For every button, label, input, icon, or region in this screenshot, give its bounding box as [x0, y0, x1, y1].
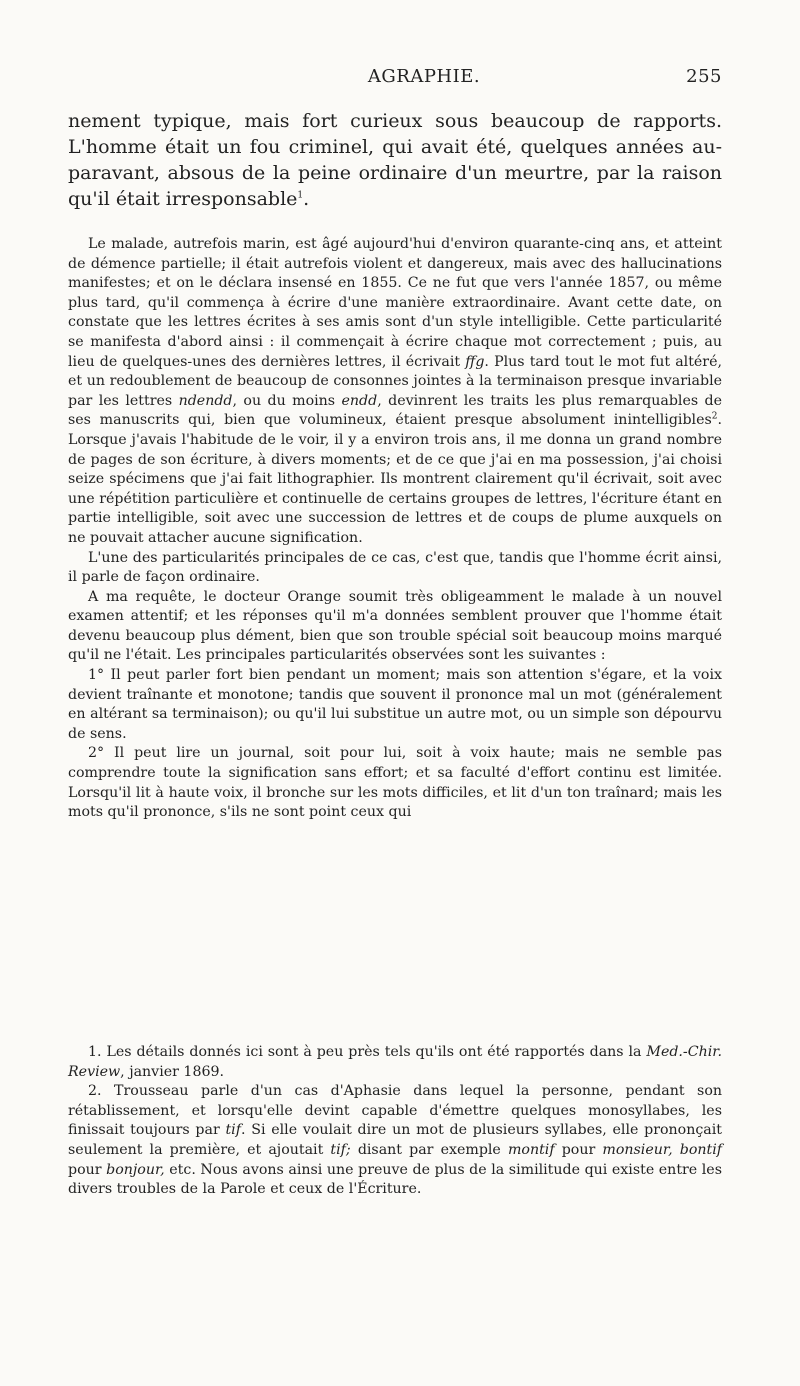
- footnotes: [68, 1043, 722, 1200]
- example-endd: endd: [341, 392, 378, 409]
- footnote-2: 2. Trousseau parle d'un cas d'Aphasie dans lequel la personne, pendant son rétablissement, et lorsqu'elle devint capable d'émettre quelques monosyllabes, les finissait toujours par tif. Si elle voulait dire un mot de plusieurs syllabes, elle prononçait seulement la première, et ajoutait tif; disant par exemple montif pour monsieur, bontif pour bonjour, etc. Nous avons ainsi une preuve de plus de la similitude qui existe entre les divers troubles de la Parole et ceux de l'Écriture.: [68, 1083, 722, 1198]
- paragraph-point-2: 2° Il peut lire un journal, soit pour lui, soit à voix haute; mais ne semble pas comprendre toute la signification sans effort; et sa faculté d'effort continu est limitée. Lorsqu'il lit à haute voix, il bronche sur les mots difficiles, et lit d'un ton traînard; mais les mots qu'il prononce, s'ils ne sont point ceux qui: [68, 745, 722, 821]
- footnote-1: 1. Les détails donnés ici sont à peu près tels qu'ils ont été rapportés dans la Med.-Chir. Review, janvier 1869.: [68, 1044, 722, 1080]
- footnote-ref-2[interactable]: 2: [711, 411, 718, 422]
- continuation-paragraph: [68, 108, 722, 212]
- paragraph-point-1: 1° Il peut parler fort bien pendant un moment; mais son attention s'égare, et la voix devient traînante et monotone; tandis que souvent il prononce mal un mot (généralement en altérant sa terminaison); ou qu'il lui substitue un autre mot, ou un simple son dépourvu de sens.: [68, 667, 722, 742]
- footnote-ref-1[interactable]: 1: [297, 190, 304, 201]
- continuation-end: .: [303, 188, 310, 210]
- example-ndendd: ndendd: [178, 392, 233, 409]
- body-text: [68, 235, 722, 823]
- continuation-text: nement typique, mais fort curieux sous beaucoup de rapports. L'homme était un fou criminel, qui avait été, quelques années au-paravant, absous de la peine ordinaire d'un meurtre, par la raison qu'il était irresponsable: [68, 110, 722, 210]
- running-title: AGRAPHIE.: [367, 66, 481, 87]
- page-number: 255: [686, 66, 722, 87]
- paragraph-speech: L'une des particularités principales de ce cas, c'est que, tandis que l'homme écrit ainsi, il parle de façon ordinaire.: [68, 549, 722, 586]
- paragraph-case-history: Le malade, autrefois marin, est âgé aujourd'hui d'environ quarante-cinq ans, et atteint de démence partielle; il était autrefois violent et dangereux, mais avec des hallucinations manifestes; et on le déclara insensé en 1855. Ce ne fut que vers l'année 1857, ou même plus tard, qu'il commença à écrire d'une manière extraordinaire. Avant cette date, on constate que les lettres écrites à ses amis sont d'un style intelligible. Cette particularité se manifesta d'abord ainsi : il commençait à écrire chaque mot correctement ; puis, au lieu de quelques-unes des dernières lettres, il écrivait ffg. Plus tard tout le mot fut altéré, et un redoublement de beaucoup de consonnes jointes à la terminaison presque invariable par les lettres ndendd, ou du moins endd, devinrent les traits les plus remarquables de ses manuscrits qui, bien que volumineux, étaient presque absolument inintelligibles$^2$. Lorsque j'avais l'habitude de le voir, il y a environ trois ans, il me donna un grand nombre de pages de son écriture, à divers moments; et de ce que j'ai en ma possession, j'ai choisi seize spécimens que j'ai fait lithographier. Ils montrent clairement qu'il écrivait, soit avec une répétition particulière et continuelle de certains groupes de lettres, l'écriture étant en partie intelligible, soit avec une succession de lettres et de coups de plume auxquels on ne pouvait attacher aucune signification.: [68, 236, 723, 546]
- example-ffg: ffg: [465, 353, 485, 370]
- journal-title: Med.-Chir. Review: [68, 1044, 722, 1080]
- paragraph-examination: A ma requête, le docteur Orange soumit très obligeamment le malade à un nouvel examen attentif; et les réponses qu'il m'a données semblent prouver que l'homme était devenu beaucoup plus dément, bien que son trouble spécial soit beaucoup moins marqué qu'il ne l'était. Les principales particularités observées sont les suivantes :: [68, 588, 722, 664]
